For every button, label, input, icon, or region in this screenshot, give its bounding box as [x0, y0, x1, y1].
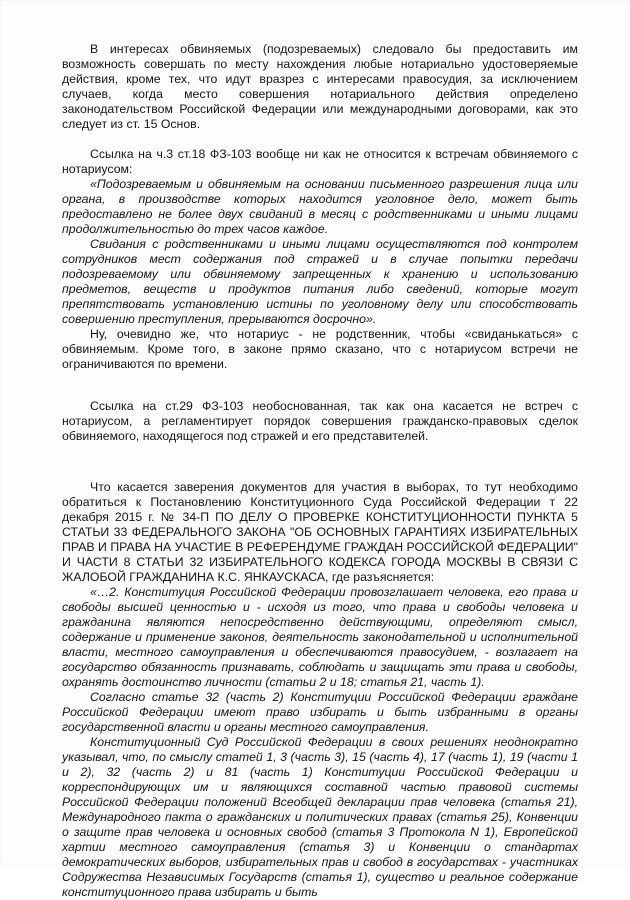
quote-visits-control: Свидания с родственниками и иными лицами осуществляются под контролем сотрудников мест содержания под стражей и в случае попытки передачи подозреваемому или обвиняемому запрещенных к хранению и использованию предметов, веществ и продуктов питания либо сведений, которые могут препятствовать установлению истины по уголовному делу или способствовать совершению преступления, прерываются досрочно».	[62, 237, 578, 326]
paragraph-reference-art18: Ссылка на ч.3 ст.18 ФЗ-103 вообще ни как не относится к встречам обвиняемого с нотариусом:	[62, 147, 578, 176]
quote-constitution-rights: «…2. Конституция Российской Федерации провозглашает человека, его права и свободы высшей ценностью и - исходя из того, что права и свободы человека и гражданина являются непосредственно действующими, определяют смысл, содержание и применение законов, деятельность законодательной и исполнительной власти, местного самоуправления и обеспечиваются правосудием, - возлагает на государство обязанность признавать, соблюдать и защищать эти права и свободы, охранять достоинство личности (статьи 2 и 18; статья 21, часть 1).	[62, 585, 578, 689]
paragraph-elections-documents: Что касается заверения документов для участия в выборах, то тут необходимо обратиться к Постановлению Конституционного Суда Российской Федерации т 22 декабря 2015 г. № 34-П ПО ДЕЛУ О ПРОВЕРКЕ КОНСТИТУЦИОННОСТИ ПУНКТА 5 СТАТЬИ 33 ФЕДЕРАЛЬНОГО ЗАКОНА "ОБ ОСНОВНЫХ ГАРАНТИЯХ ИЗБИРАТЕЛЬНЫХ ПРАВ И ПРАВА НА УЧАСТИЕ В РЕФЕРЕНДУМЕ ГРАЖДАН РОССИЙСКОЙ ФЕДЕРАЦИИ" И ЧАСТИ 8 СТАТЬИ 32 ИЗБИРАТЕЛЬНОГО КОДЕКСА ГОРОДА МОСКВЫ В СВЯЗИ С ЖАЛОБОЙ ГРАЖДАНИНА К.С. ЯНКАУСКАСА, где разъясняется:	[62, 480, 578, 584]
paragraph-notary-not-relative: Ну, очевидно же, что нотариус - не родственник, чтобы «свиданькаться» с обвиняемым. Кроме того, в законе прямо сказано, что с нотариусом встречи не ограничиваются по времени.	[62, 327, 578, 371]
paragraph-notarial-actions: В интересах обвиняемых (подозреваемых) следовало бы предоставить им возможность совершать по месту нахождения любые нотариально удостоверяемые действия, кроме тех, что идут вразрез с интересами правосудия, за исключением случаев, когда место совершения нотариального действия определено законодательством Российской Федерации или международными договорами, как это следует из ст. 15 Основ.	[62, 42, 578, 131]
quote-visits-permission: «Подозреваемым и обвиняемым на основании письменного разрешения лица или органа, в производстве которых находится уголовное дело, может быть предоставлено не более двух свиданий в месяц с родственниками и иными лицами продолжительностью до трех часов каждое.	[62, 177, 578, 236]
quote-constitutional-court: Конституционный Суд Российской Федерации в своих решениях неоднократно указывал, что, по смыслу статей 1, 3 (часть 3), 15 (часть 4), 17 (часть 1), 19 (части 1 и 2), 32 (часть 2) и 81 (часть 1) Конституции Российской Федерации и корреспондирующих им и являющихся составной частью правовой системы Российской Федерации положений Всеобщей декларации прав человека (статья 21), Международного пакта о гражданских и политических правах (статья 25), Конвенции о защите прав человека и основных свобод (статья 3 Протокола N 1), Европейской хартии местного самоуправления (статья 3) и Конвенции о стандартах демократических выборов, избирательных прав и свобод в государствах - участниках Содружества Независимых Государств (статья 1), существо и реальное содержание конституционного права избирать и быть	[62, 735, 578, 899]
document-body	[62, 42, 578, 900]
paragraph-reference-art29: Ссылка на ст.29 ФЗ-103 необоснованная, так как она касается не встреч с нотариусом, а регламентирует порядок совершения гражданско-правовых сделок обвиняемого, находящегося под стражей и его представителей.	[62, 399, 578, 443]
quote-article-32: Согласно статье 32 (часть 2) Конституции Российской Федерации граждане Российской Федерации имеют право избирать и быть избранными в органы государственной власти и органы местного самоуправления.	[62, 690, 578, 734]
